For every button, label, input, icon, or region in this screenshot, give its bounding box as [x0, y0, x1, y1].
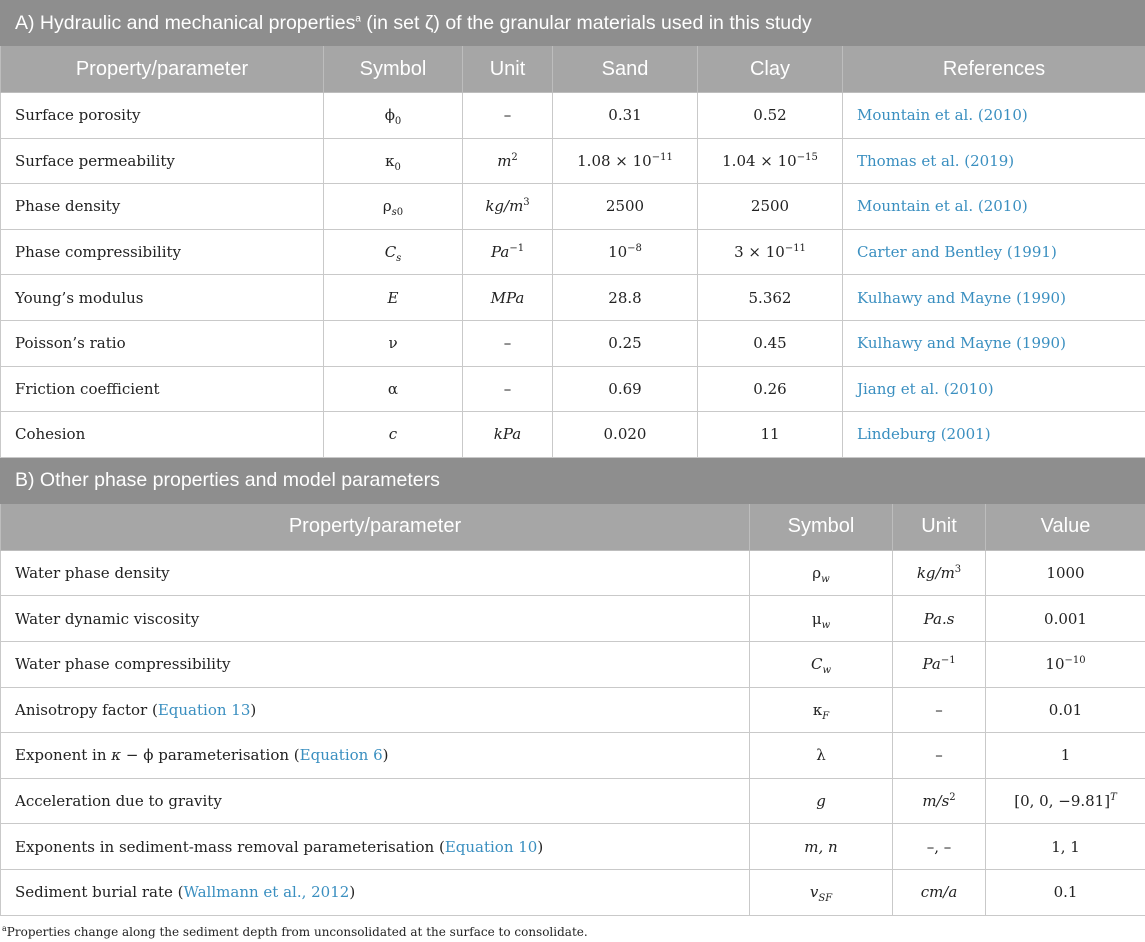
property-cell: Young’s modulus	[1, 275, 324, 321]
table-row	[1, 824, 1145, 870]
value-cell: 0.1	[986, 869, 1145, 915]
footnote-marker: a	[2, 923, 7, 933]
value-cell: 1, 1	[986, 824, 1145, 870]
table-row	[1, 229, 1145, 275]
equation-link[interactable]: Equation 6	[299, 746, 383, 765]
unit-cell: $Pa^{-1}$	[463, 229, 553, 275]
col-header-symbol: Symbol	[750, 503, 893, 550]
reference-link[interactable]: Carter and Bentley (1991)	[843, 229, 1145, 275]
property-cell: Water phase density	[1, 550, 750, 596]
unit-cell: $kg/m^3$	[893, 550, 986, 596]
reference-link[interactable]: Lindeburg (2001)	[843, 412, 1145, 458]
table-row	[1, 184, 1145, 230]
reference-link[interactable]: Mountain et al. (2010)	[843, 93, 1145, 139]
reference-link[interactable]: Thomas et al. (2019)	[843, 138, 1145, 184]
table-row	[1, 733, 1145, 779]
clay-cell: $3 \times 10^{-11}$	[698, 229, 843, 275]
equation-link[interactable]: Equation 13	[157, 700, 251, 719]
section-b-title: B) Other phase properties and model parameters	[1, 458, 1145, 503]
unit-cell: kPa	[463, 412, 553, 458]
value-cell: 1	[986, 733, 1145, 779]
col-header-property: Property/parameter	[1, 46, 324, 93]
symbol-cell: E	[324, 275, 463, 321]
property-cell: Friction coefficient	[1, 366, 324, 412]
symbol-cell: $\phi_0$	[324, 93, 463, 139]
unit-cell: –	[463, 366, 553, 412]
table-section-a	[0, 0, 1145, 458]
unit-cell: –	[463, 93, 553, 139]
property-cell: Exponent in κ − ϕ parameterisation (Equation 6)	[1, 733, 750, 779]
reference-link[interactable]: Kulhawy and Mayne (1990)	[843, 275, 1145, 321]
property-cell: Water phase compressibility	[1, 641, 750, 687]
unit-cell: $kg/m^3$	[463, 184, 553, 230]
sand-cell: 0.69	[553, 366, 698, 412]
property-cell: Surface porosity	[1, 93, 324, 139]
symbol-cell: $C_w$	[750, 641, 893, 687]
col-header-value: Value	[986, 503, 1145, 550]
value-cell: 0.01	[986, 687, 1145, 733]
section-a-title: A) Hydraulic and mechanical properties$^a$ (in set ζ) of the granular materials used in this study	[1, 1, 1145, 46]
symbol-cell: λ	[750, 733, 893, 779]
table-row	[1, 275, 1145, 321]
symbol-cell: $v_{SF}$	[750, 869, 893, 915]
table-row	[1, 320, 1145, 366]
footnote-text: Properties change along the sediment depth from unconsolidated at the surface to consolidate.	[6, 924, 588, 939]
value-cell: [0, 0, −9.81]$^T$	[986, 778, 1145, 824]
value-cell: 1000	[986, 550, 1145, 596]
col-header-unit: Unit	[893, 503, 986, 550]
table-section-b	[0, 458, 1145, 916]
unit-cell: $Pa^{-1}$	[893, 641, 986, 687]
property-cell: Surface permeability	[1, 138, 324, 184]
table-row	[1, 93, 1145, 139]
sand-cell: 0.31	[553, 93, 698, 139]
sand-cell: $10^{-8}$	[553, 229, 698, 275]
symbol-cell: $\kappa_F$	[750, 687, 893, 733]
clay-cell: 0.52	[698, 93, 843, 139]
unit-cell: Pa.s	[893, 596, 986, 642]
property-cell: Cohesion	[1, 412, 324, 458]
table-row	[1, 412, 1145, 458]
symbol-cell: c	[324, 412, 463, 458]
symbol-cell: α	[324, 366, 463, 412]
reference-link[interactable]: Mountain et al. (2010)	[843, 184, 1145, 230]
property-cell: Acceleration due to gravity	[1, 778, 750, 824]
col-header-sand: Sand	[553, 46, 698, 93]
symbol-cell: m, n	[750, 824, 893, 870]
unit-cell: –	[463, 320, 553, 366]
table-row	[1, 366, 1145, 412]
unit-cell: $m/s^2$	[893, 778, 986, 824]
clay-cell: 5.362	[698, 275, 843, 321]
symbol-cell: g	[750, 778, 893, 824]
equation-link[interactable]: Equation 10	[444, 837, 538, 856]
property-cell: Exponents in sediment-mass removal parameterisation (Equation 10)	[1, 824, 750, 870]
clay-cell: $1.04 \times 10^{-15}$	[698, 138, 843, 184]
reference-link[interactable]: Kulhawy and Mayne (1990)	[843, 320, 1145, 366]
symbol-cell: ν	[324, 320, 463, 366]
footnote	[0, 916, 1145, 939]
table-row	[1, 641, 1145, 687]
value-cell: 0.001	[986, 596, 1145, 642]
unit-cell: –	[893, 733, 986, 779]
table-row	[1, 869, 1145, 915]
col-header-unit: Unit	[463, 46, 553, 93]
sand-cell: $1.08 \times 10^{-11}$	[553, 138, 698, 184]
citation-link[interactable]: Wallmann et al., 2012	[183, 883, 350, 902]
sand-cell: 28.8	[553, 275, 698, 321]
col-header-references: References	[843, 46, 1145, 93]
unit-cell: cm/a	[893, 869, 986, 915]
clay-cell: 0.26	[698, 366, 843, 412]
unit-cell: –, –	[893, 824, 986, 870]
unit-cell: –	[893, 687, 986, 733]
value-cell: $10^{-10}$	[986, 641, 1145, 687]
unit-cell: MPa	[463, 275, 553, 321]
col-header-symbol: Symbol	[324, 46, 463, 93]
clay-cell: 11	[698, 412, 843, 458]
property-cell: Phase compressibility	[1, 229, 324, 275]
symbol-cell: $\rho_w$	[750, 550, 893, 596]
property-cell: Sediment burial rate (Wallmann et al., 2012)	[1, 869, 750, 915]
table-row	[1, 687, 1145, 733]
symbol-cell: $C_s$	[324, 229, 463, 275]
sand-cell: 2500	[553, 184, 698, 230]
symbol-cell: $\kappa_0$	[324, 138, 463, 184]
property-cell: Water dynamic viscosity	[1, 596, 750, 642]
clay-cell: 2500	[698, 184, 843, 230]
property-cell: Anisotropy factor (Equation 13)	[1, 687, 750, 733]
table-row	[1, 138, 1145, 184]
property-cell: Poisson’s ratio	[1, 320, 324, 366]
col-header-clay: Clay	[698, 46, 843, 93]
sand-cell: 0.25	[553, 320, 698, 366]
table-row	[1, 550, 1145, 596]
clay-cell: 0.45	[698, 320, 843, 366]
unit-cell: $m^2$	[463, 138, 553, 184]
table-row	[1, 596, 1145, 642]
table-row	[1, 778, 1145, 824]
reference-link[interactable]: Jiang et al. (2010)	[843, 366, 1145, 412]
col-header-property: Property/parameter	[1, 503, 750, 550]
symbol-cell: $\rho_{s0}$	[324, 184, 463, 230]
sand-cell: 0.020	[553, 412, 698, 458]
property-cell: Phase density	[1, 184, 324, 230]
symbol-cell: $\mu_w$	[750, 596, 893, 642]
